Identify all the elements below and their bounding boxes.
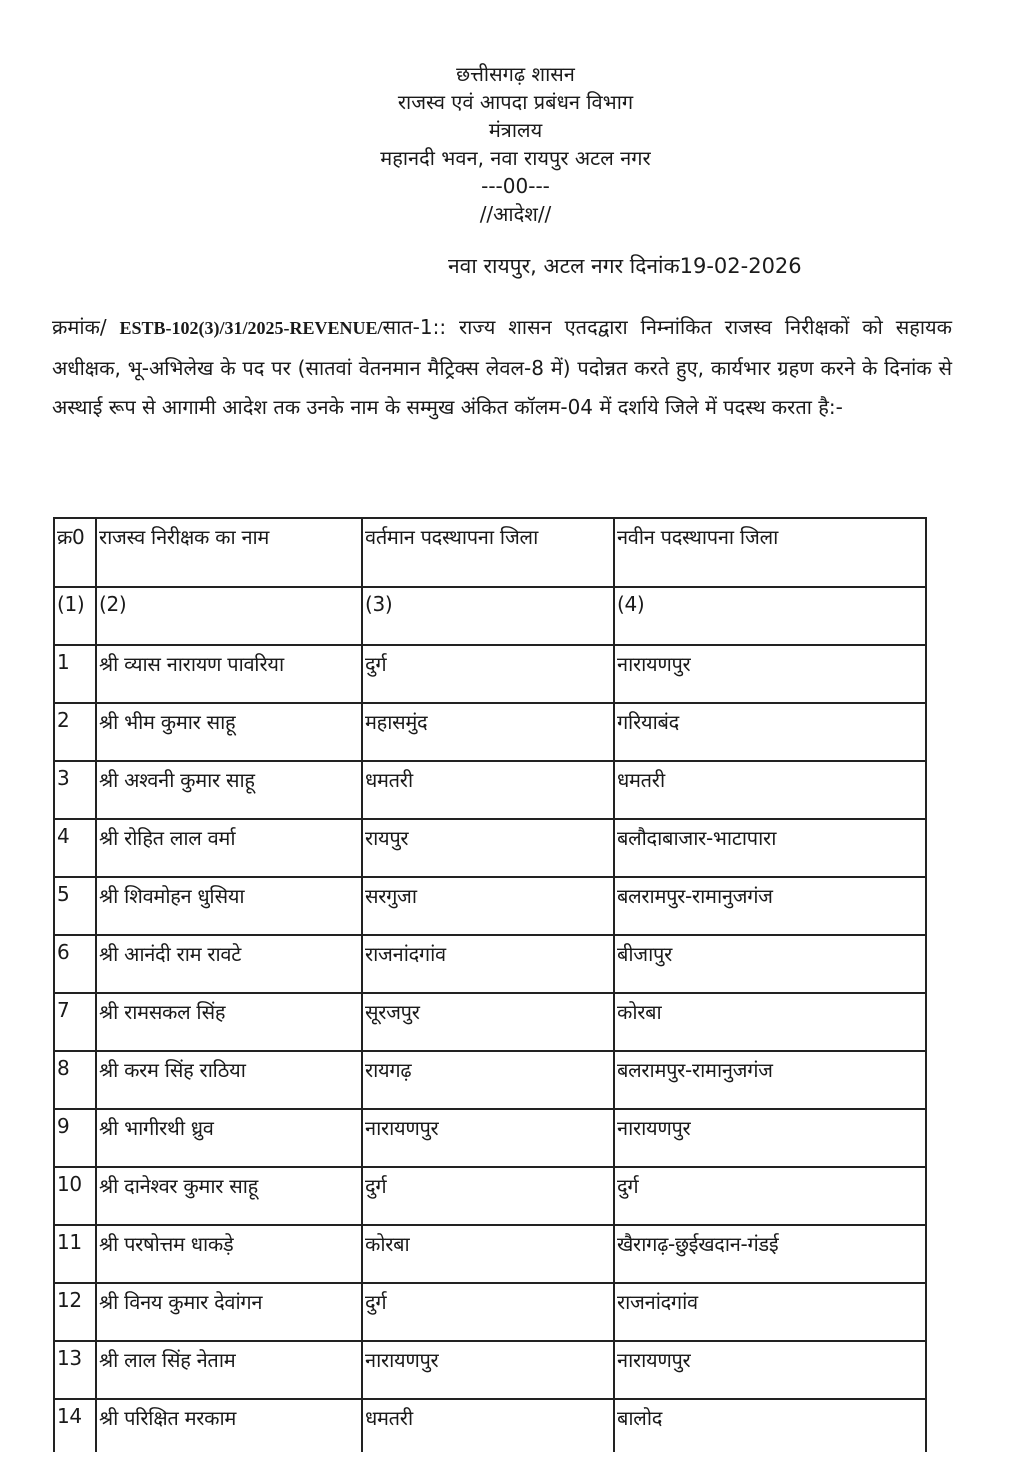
new-district-cell: गरियाबंद bbox=[614, 703, 926, 761]
current-district-cell: कोरबा bbox=[362, 1225, 614, 1283]
separator-text: ---00--- bbox=[481, 174, 550, 198]
current-district-cell: राजनांदगांव bbox=[362, 935, 614, 993]
name-cell: श्री भीम कुमार साहू bbox=[96, 703, 362, 761]
name-cell: श्री शिवमोहन धुसिया bbox=[96, 877, 362, 935]
table-row bbox=[54, 1283, 926, 1341]
serial-cell: 4 bbox=[54, 819, 96, 877]
serial-cell: 3 bbox=[54, 761, 96, 819]
column-number-1: (1) bbox=[54, 587, 96, 645]
serial-cell: 13 bbox=[54, 1341, 96, 1399]
government-name: छत्तीसगढ़ शासन bbox=[456, 62, 575, 86]
ministry-label: मंत्रालय bbox=[488, 118, 543, 142]
table-row bbox=[54, 1051, 926, 1109]
new-district-cell: बलौदाबाजार-भाटापारा bbox=[614, 819, 926, 877]
serial-cell: 12 bbox=[54, 1283, 96, 1341]
current-district-cell: रायगढ़ bbox=[362, 1051, 614, 1109]
new-district-cell: बलरामपुर-रामानुजगंज bbox=[614, 877, 926, 935]
new-district-cell: नारायणपुर bbox=[614, 645, 926, 703]
table-row bbox=[54, 703, 926, 761]
current-district-cell: दुर्ग bbox=[362, 1167, 614, 1225]
serial-cell: 2 bbox=[54, 703, 96, 761]
table-row bbox=[54, 877, 926, 935]
header-serial: क्र0 bbox=[54, 518, 96, 587]
serial-cell: 10 bbox=[54, 1167, 96, 1225]
order-paragraph bbox=[52, 308, 952, 428]
new-district-cell: बालोद bbox=[614, 1399, 926, 1452]
department-name: राजस्व एवं आपदा प्रबंधन विभाग bbox=[397, 90, 634, 114]
table-row bbox=[54, 1341, 926, 1399]
name-cell: श्री परषोत्तम धाकड़े bbox=[96, 1225, 362, 1283]
name-cell: श्री भागीरथी ध्रुव bbox=[96, 1109, 362, 1167]
serial-cell: 14 bbox=[54, 1399, 96, 1452]
new-district-cell: बलरामपुर-रामानुजगंज bbox=[614, 1051, 926, 1109]
new-district-cell: कोरबा bbox=[614, 993, 926, 1051]
name-cell: श्री विनय कुमार देवांगन bbox=[96, 1283, 362, 1341]
current-district-cell: नारायणपुर bbox=[362, 1109, 614, 1167]
letterhead bbox=[0, 60, 1031, 228]
order-title: //आदेश// bbox=[479, 202, 552, 226]
current-district-cell: दुर्ग bbox=[362, 1283, 614, 1341]
serial-cell: 8 bbox=[54, 1051, 96, 1109]
serial-cell: 11 bbox=[54, 1225, 96, 1283]
table-row bbox=[54, 935, 926, 993]
current-district-cell: दुर्ग bbox=[362, 645, 614, 703]
column-number-row bbox=[54, 587, 926, 645]
new-district-cell: खैरागढ़-छुईखदान-गंडई bbox=[614, 1225, 926, 1283]
current-district-cell: सरगुजा bbox=[362, 877, 614, 935]
order-body-text: सात-1:: राज्य शासन एतदद्वारा निम्नांकित राजस्व निरीक्षकों को सहायक अधीक्षक, भू-अभिलेख के पद पर (सातवां वेतनमान मैट्रिक्स लेवल-8 में) पदोन्नत करते हुए, कार्यभार ग्रहण करने के दिनांक से अस्थाई रूप से आगामी आदेश तक उनके नाम के सम्मुख अंकित कॉलम-04 में दर्शाये जिले में पदस्थ करता है:- bbox=[52, 315, 952, 419]
order-reference-number: ESTB-102(3)/31/2025-REVENUE/ bbox=[119, 318, 383, 338]
table-row bbox=[54, 1399, 926, 1452]
name-cell: श्री करम सिंह राठिया bbox=[96, 1051, 362, 1109]
table-row bbox=[54, 1225, 926, 1283]
name-cell: श्री रोहित लाल वर्मा bbox=[96, 819, 362, 877]
column-number-2: (2) bbox=[96, 587, 362, 645]
name-cell: श्री दानेश्वर कुमार साहू bbox=[96, 1167, 362, 1225]
name-cell: श्री अश्वनी कुमार साहू bbox=[96, 761, 362, 819]
new-district-cell: नारायणपुर bbox=[614, 1109, 926, 1167]
new-district-cell: दुर्ग bbox=[614, 1167, 926, 1225]
table-row bbox=[54, 1167, 926, 1225]
table-row bbox=[54, 645, 926, 703]
current-district-cell: महासमुंद bbox=[362, 703, 614, 761]
name-cell: श्री लाल सिंह नेताम bbox=[96, 1341, 362, 1399]
current-district-cell: धमतरी bbox=[362, 761, 614, 819]
name-cell: श्री आनंदी राम रावटे bbox=[96, 935, 362, 993]
table-row bbox=[54, 819, 926, 877]
current-district-cell: रायपुर bbox=[362, 819, 614, 877]
order-number-prefix: क्रमांक/ bbox=[52, 315, 120, 339]
new-district-cell: बीजापुर bbox=[614, 935, 926, 993]
table-header-row bbox=[54, 518, 926, 587]
header-name: राजस्व निरीक्षक का नाम bbox=[96, 518, 362, 587]
name-cell: श्री व्यास नारायण पावरिया bbox=[96, 645, 362, 703]
name-cell: श्री रामसकल सिंह bbox=[96, 993, 362, 1051]
serial-cell: 5 bbox=[54, 877, 96, 935]
place-and-date: नवा रायपुर, अटल नगर दिनांक19-02-2026 bbox=[448, 254, 802, 278]
header-current-district: वर्तमान पदस्थापना जिला bbox=[362, 518, 614, 587]
serial-cell: 9 bbox=[54, 1109, 96, 1167]
name-cell: श्री परिक्षित मरकाम bbox=[96, 1399, 362, 1452]
column-number-4: (4) bbox=[614, 587, 926, 645]
serial-cell: 7 bbox=[54, 993, 96, 1051]
serial-cell: 1 bbox=[54, 645, 96, 703]
table-row bbox=[54, 1109, 926, 1167]
new-district-cell: धमतरी bbox=[614, 761, 926, 819]
new-district-cell: राजनांदगांव bbox=[614, 1283, 926, 1341]
serial-cell: 6 bbox=[54, 935, 96, 993]
office-address: महानदी भवन, नवा रायपुर अटल नगर bbox=[380, 146, 651, 170]
transfer-table bbox=[53, 517, 927, 1452]
header-new-district: नवीन पदस्थापना जिला bbox=[614, 518, 926, 587]
current-district-cell: धमतरी bbox=[362, 1399, 614, 1452]
table-row bbox=[54, 993, 926, 1051]
column-number-3: (3) bbox=[362, 587, 614, 645]
current-district-cell: नारायणपुर bbox=[362, 1341, 614, 1399]
current-district-cell: सूरजपुर bbox=[362, 993, 614, 1051]
new-district-cell: नारायणपुर bbox=[614, 1341, 926, 1399]
table-row bbox=[54, 761, 926, 819]
